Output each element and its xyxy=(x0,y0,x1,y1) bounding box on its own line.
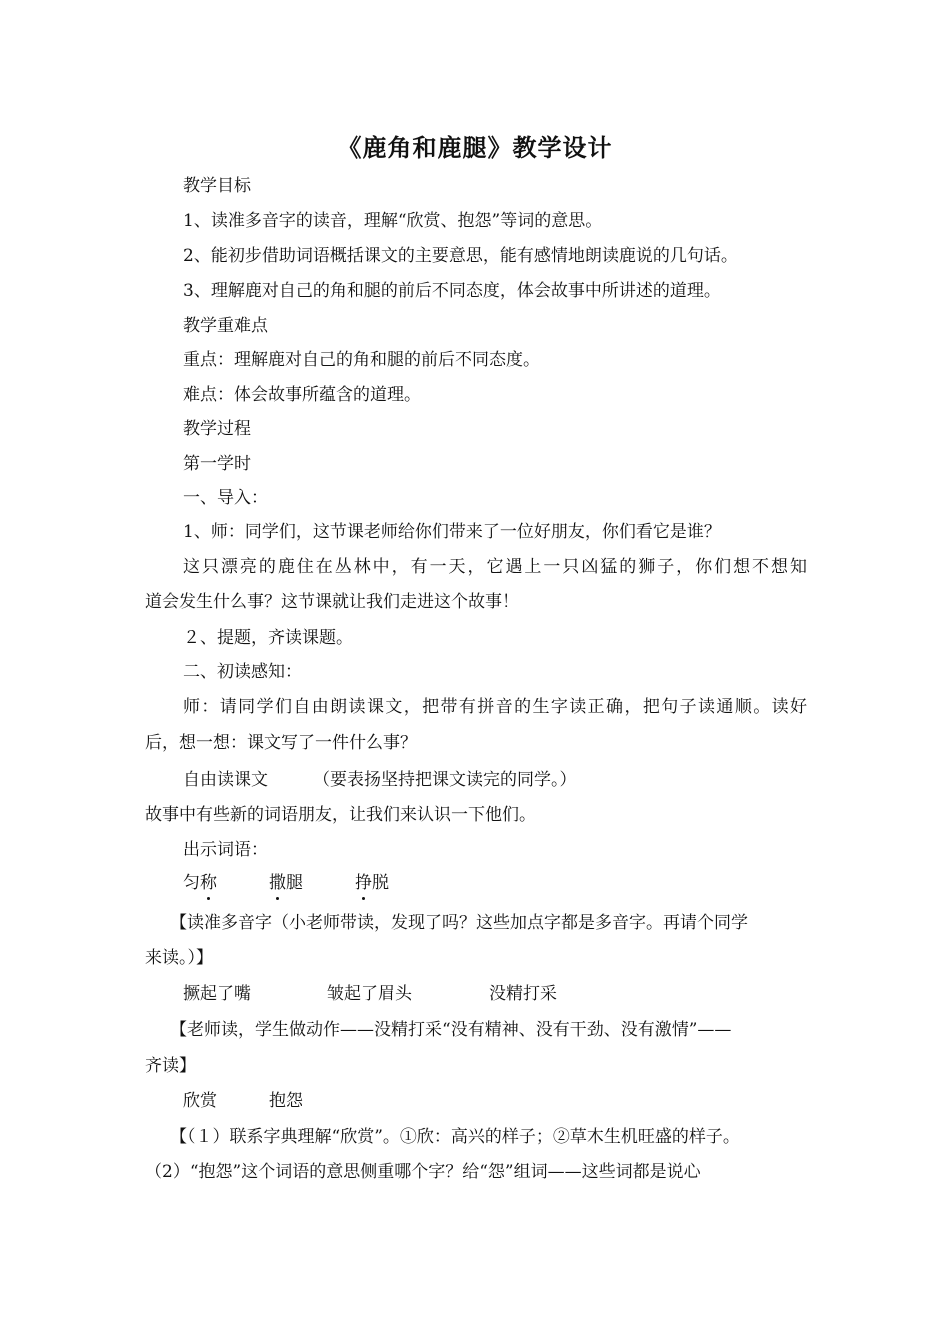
phrase: 撅起了嘴 xyxy=(183,984,251,1004)
dotted-character: 撒 xyxy=(269,873,286,893)
vocab-note-line-1: 【（１）联系字典理解“欣赏”。①欣：高兴的样子；②草木生机旺盛的样子。 xyxy=(170,1127,740,1147)
vocab-note-line-2: （2）“抱怨”这个词语的意思侧重哪个字？给“怨”组词——这些词都是说心 xyxy=(145,1162,701,1182)
free-read-note: （要表扬坚持把课文读完的同学。） xyxy=(313,770,577,790)
phrase: 皱起了眉头 xyxy=(327,984,412,1004)
phrases-note-line-1: 【老师读，学生做动作——没精打采“没有精神、没有干劲、没有激情”—— xyxy=(170,1020,732,1040)
new-words-intro: 故事中有些新的词语朋友，让我们来认识一下他们。 xyxy=(145,805,536,825)
free-read-row xyxy=(183,768,577,792)
key-point: 重点：理解鹿对自己的角和腿的前后不同态度。 xyxy=(183,350,540,370)
intro-paragraph-3: ２、提题，齐读课题。 xyxy=(183,628,353,648)
document-title: 《鹿角和鹿腿》教学设计 xyxy=(337,134,613,162)
reading-paragraph-line-2: 后，想一想：课文写了一件什么事？ xyxy=(145,733,417,753)
dotted-character: 称 xyxy=(200,873,217,893)
vocab-words-row xyxy=(183,1089,783,1113)
reading-paragraph-line-1: 师：请同学们自由朗读课文，把带有拼音的生字读正确，把句子读通顺。读好 xyxy=(183,697,807,717)
polyphonic-note-line-1: 【读准多音字（小老师带读，发现了吗？这些加点字都是多音字。再请个同学 xyxy=(170,913,748,933)
lesson-one-label: 第一学时 xyxy=(183,454,251,474)
dotted-character: 挣 xyxy=(355,873,372,893)
intro-paragraph-1: 1、师：同学们，这节课老师给你们带来了一位好朋友，你们看它是谁？ xyxy=(183,522,721,542)
polyphonic-word: 匀称 xyxy=(183,873,217,893)
objective-3: 3、理解鹿对自己的角和腿的前后不同态度，体会故事中所讲述的道理。 xyxy=(183,281,721,301)
vocab-word: 欣赏 xyxy=(183,1091,217,1111)
intro-paragraph-2-line-1: 这只漂亮的鹿住在丛林中，有一天，它遇上一只凶猛的狮子，你们想不想知 xyxy=(183,557,807,577)
free-read-label: 自由读课文 xyxy=(183,770,268,790)
difficult-point: 难点：体会故事所蕴含的道理。 xyxy=(183,385,421,405)
vocab-word: 抱怨 xyxy=(269,1091,303,1111)
heading-key-points: 教学重难点 xyxy=(183,316,268,336)
objective-1: 1、读准多音字的读音，理解“欣赏、抱怨”等词的意思。 xyxy=(183,211,603,231)
section-2-heading: 二、初读感知： xyxy=(183,662,302,682)
show-words-label: 出示词语： xyxy=(183,840,268,860)
objective-2: 2、能初步借助词语概括课文的主要意思，能有感情地朗读鹿说的几句话。 xyxy=(183,246,738,266)
polyphonic-word: 撒腿 xyxy=(269,873,303,893)
intro-paragraph-2-line-2: 道会发生什么事？这节课就让我们走进这个故事！ xyxy=(145,592,519,612)
section-1-heading: 一、导入： xyxy=(183,488,268,508)
phrases-note-line-2: 齐读】 xyxy=(145,1056,196,1076)
polyphonic-note-line-2: 来读。）】 xyxy=(145,948,213,968)
heading-objectives: 教学目标 xyxy=(183,176,251,196)
polyphonic-words-row xyxy=(183,871,783,895)
heading-process: 教学过程 xyxy=(183,419,251,439)
phrases-row xyxy=(183,982,783,1006)
polyphonic-word: 挣脱 xyxy=(355,873,389,893)
phrase: 没精打采 xyxy=(489,984,557,1004)
